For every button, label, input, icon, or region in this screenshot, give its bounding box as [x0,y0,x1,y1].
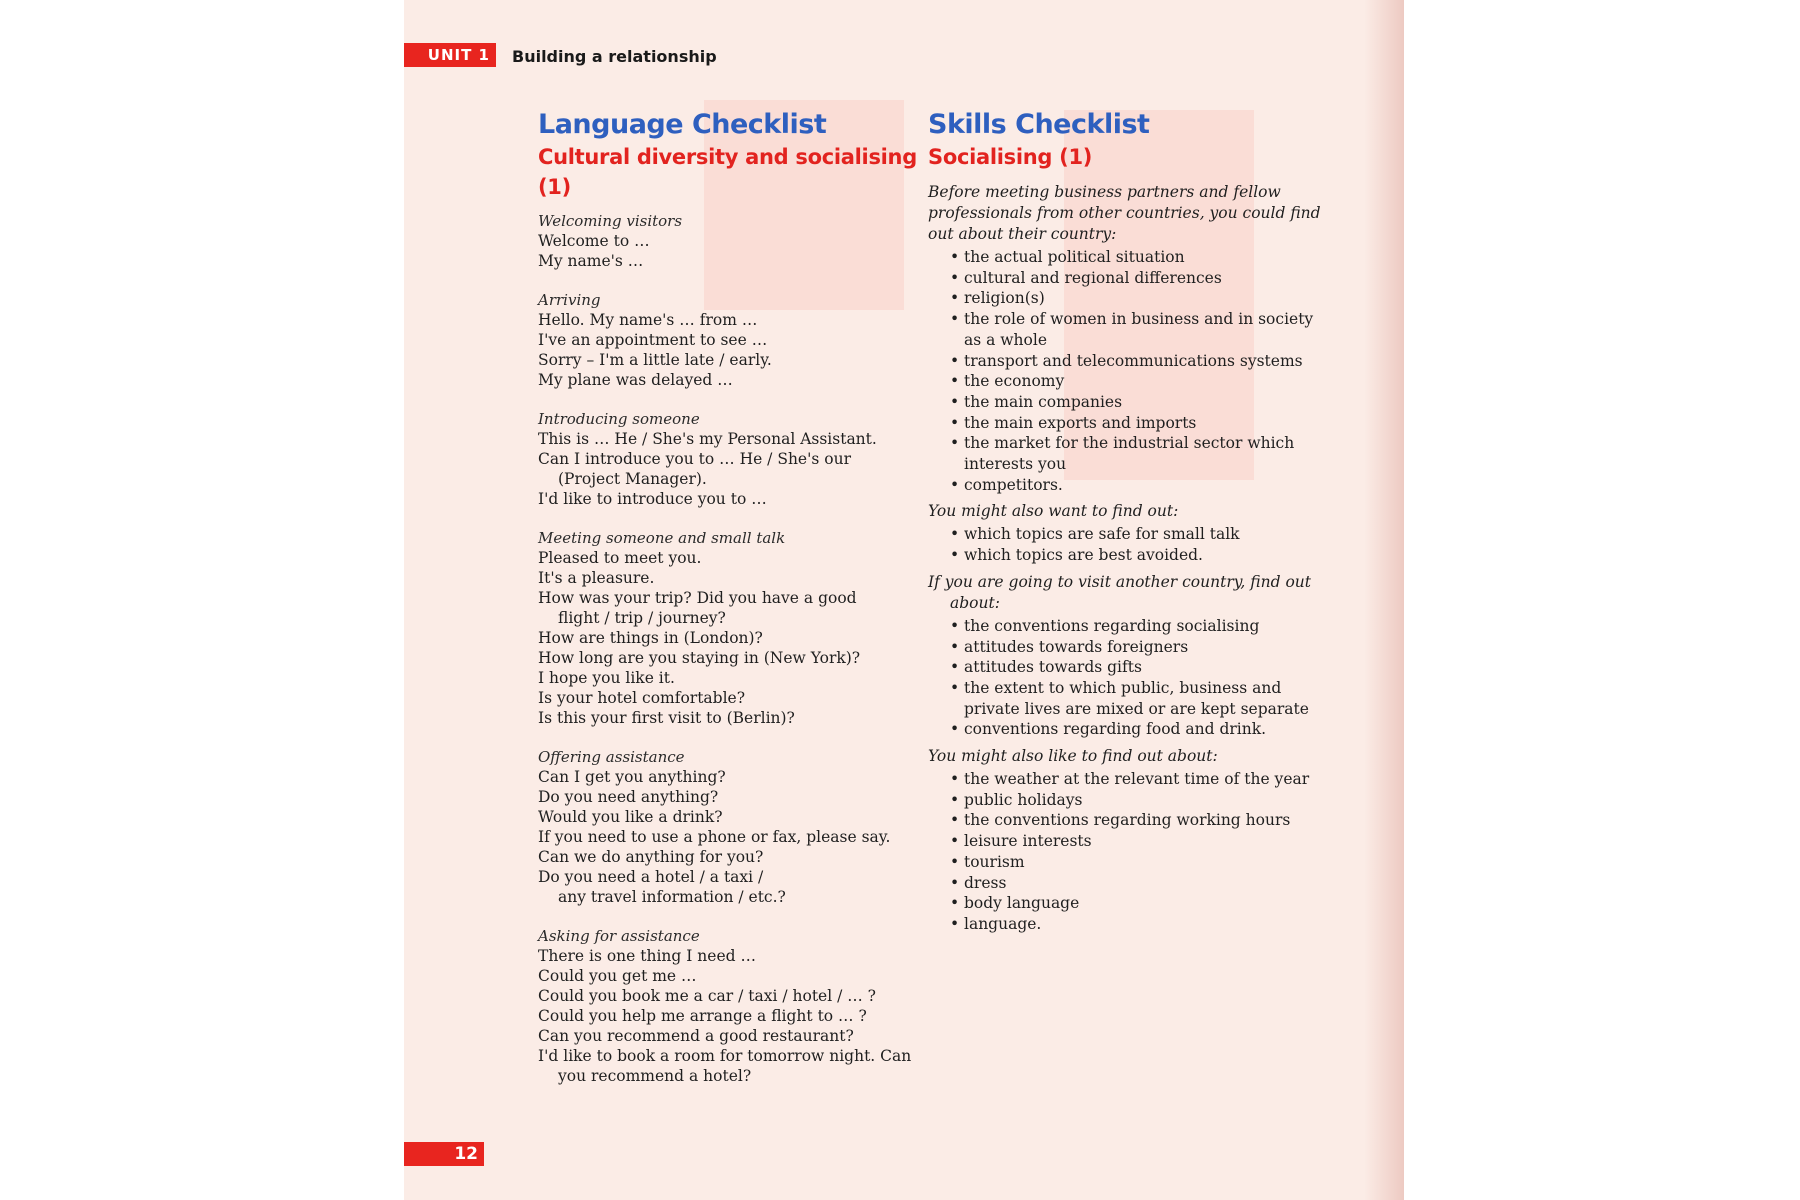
checklist-item: • public holidays [950,790,1328,811]
phrase-text: Sorry – I'm a little late / early. [538,351,772,369]
phrase-line [538,807,938,827]
skills-checklist [928,108,1328,941]
language-checklist [538,108,938,1106]
phrase-text: My name's … [538,252,644,270]
checklist-item: • the economy [950,371,1328,392]
checklist-intro: You might also like to find out about: [928,747,1218,766]
checklist-item: • which topics are safe for small talk [950,524,1328,545]
section-heading: Offering assistance [538,748,685,766]
phrase-text: How are things in (London)? [538,629,763,647]
checklist-item: • the main companies [950,392,1328,413]
language-checklist-title: Language Checklist [538,109,827,140]
page-edge-shadow [1364,0,1404,1200]
phrase-line [538,489,938,509]
phrase-text: Is your hotel comfortable? [538,689,746,707]
phrase-section [538,291,938,390]
checklist-item: • the actual political situation [950,247,1328,268]
checklist-item: • tourism [950,852,1328,873]
skills-checklist-title: Skills Checklist [928,109,1150,140]
checklist-item: • cultural and regional differences [950,268,1328,289]
checklist-item: • competitors. [950,475,1328,496]
phrase-line [538,668,938,688]
phrase-line [538,568,938,588]
phrase-text: Could you help me arrange a flight to … ? [538,1007,867,1025]
phrase-continuation: flight / trip / journey? [558,609,726,627]
section-heading: Arriving [538,291,601,309]
section-heading: Asking for assistance [538,927,700,945]
checklist-bullets [928,247,1328,495]
skills-blocks [928,182,1328,935]
phrase-line [538,708,938,728]
phrase-text: Welcome to … [538,232,650,250]
phrase-section [538,927,938,1086]
phrase-line [538,251,938,271]
checklist-item: • which topics are best avoided. [950,545,1328,566]
phrase-line [538,548,938,568]
phrase-text: Can I get you anything? [538,768,726,786]
phrase-section [538,529,938,728]
phrase-line [538,330,938,350]
phrase-continuation: (Project Manager). [558,470,707,488]
phrase-text: I hope you like it. [538,669,675,687]
unit-title: Building a relationship [512,47,717,66]
language-checklist-subtitle: Cultural diversity and socialising (1) [538,145,917,199]
phrase-line [538,847,938,867]
phrase-text: If you need to use a phone or fax, please say. [538,828,891,846]
phrase-line [538,827,938,847]
checklist-item: • the main exports and imports [950,413,1328,434]
phrase-line [538,867,938,907]
checklist-item: • body language [950,893,1328,914]
phrase-line [538,1046,938,1086]
phrase-text: It's a pleasure. [538,569,655,587]
phrase-section [538,212,938,271]
section-heading: Meeting someone and small talk [538,529,786,547]
phrase-line [538,370,938,390]
phrase-text: How long are you staying in (New York)? [538,649,861,667]
phrase-continuation: any travel information / etc.? [558,888,786,906]
phrase-text: I'd like to book a room for tomorrow night. Can [538,1047,912,1065]
checklist-item: • leisure interests [950,831,1328,852]
phrase-text: Can you recommend a good restaurant? [538,1027,854,1045]
phrase-text: Is this your first visit to (Berlin)? [538,709,795,727]
textbook-page [404,0,1404,1200]
phrase-continuation: you recommend a hotel? [558,1067,752,1085]
section-heading: Welcoming visitors [538,212,683,230]
phrase-text: My plane was delayed … [538,371,733,389]
checklist-item: • attitudes towards foreigners [950,637,1328,658]
checklist-bullets [928,524,1328,565]
phrase-line [538,310,938,330]
phrase-line [538,966,938,986]
checklist-item: • the extent to which public, business and private lives are mixed or are kept separate [950,678,1328,719]
checklist-item: • conventions regarding food and drink. [950,719,1328,740]
language-sections [538,212,938,1086]
phrase-line [538,688,938,708]
phrase-line [538,986,938,1006]
checklist-item: • the weather at the relevant time of the year [950,769,1328,790]
phrase-line [538,231,938,251]
phrase-text: Hello. My name's … from … [538,311,758,329]
checklist-item: • transport and telecommunications systems [950,351,1328,372]
phrase-line [538,648,938,668]
checklist-item: • religion(s) [950,288,1328,309]
phrase-text: Can we do anything for you? [538,848,764,866]
phrase-line [538,946,938,966]
phrase-line [538,767,938,787]
phrase-line [538,787,938,807]
phrase-text: Could you get me … [538,967,697,985]
phrase-text: Pleased to meet you. [538,549,702,567]
checklist-item: • the conventions regarding working hours [950,810,1328,831]
phrase-text: Do you need a hotel / a taxi / [538,868,764,886]
phrase-line [538,429,938,449]
unit-tab: UNIT 1 [404,43,496,67]
phrase-text: Do you need anything? [538,788,719,806]
phrase-text: This is … He / She's my Personal Assistant. [538,430,877,448]
checklist-intro: Before meeting business partners and fellow professionals from other countries, you could find out about their country: [928,183,1321,243]
phrase-line [538,1006,938,1026]
checklist-item: • language. [950,914,1328,935]
checklist-bullets [928,769,1328,935]
phrase-line [538,449,938,489]
phrase-text: How was your trip? Did you have a good [538,589,857,607]
section-heading: Introducing someone [538,410,700,428]
phrase-line [538,628,938,648]
skills-checklist-subtitle: Socialising (1) [928,145,1093,169]
phrase-section [538,748,938,907]
checklist-item: • the market for the industrial sector which interests you [950,433,1328,474]
checklist-intro: If you are going to visit another country, find out about: [928,572,1312,612]
phrase-text: I'd like to introduce you to … [538,490,767,508]
checklist-item: • dress [950,873,1328,894]
phrase-text: There is one thing I need … [538,947,756,965]
phrase-text: I've an appointment to see … [538,331,768,349]
page-number: 12 [404,1142,484,1166]
phrase-section [538,410,938,509]
checklist-item: • the conventions regarding socialising [950,616,1328,637]
phrase-text: Would you like a drink? [538,808,723,826]
phrase-text: Could you book me a car / taxi / hotel / … ? [538,987,876,1005]
checklist-bullets [928,616,1328,740]
phrase-line [538,350,938,370]
phrase-line [538,1026,938,1046]
checklist-item: • attitudes towards gifts [950,657,1328,678]
checklist-item: • the role of women in business and in society as a whole [950,309,1328,350]
phrase-text: Can I introduce you to … He / She's our [538,450,851,468]
phrase-line [538,588,938,628]
checklist-intro: You might also want to find out: [928,502,1179,521]
